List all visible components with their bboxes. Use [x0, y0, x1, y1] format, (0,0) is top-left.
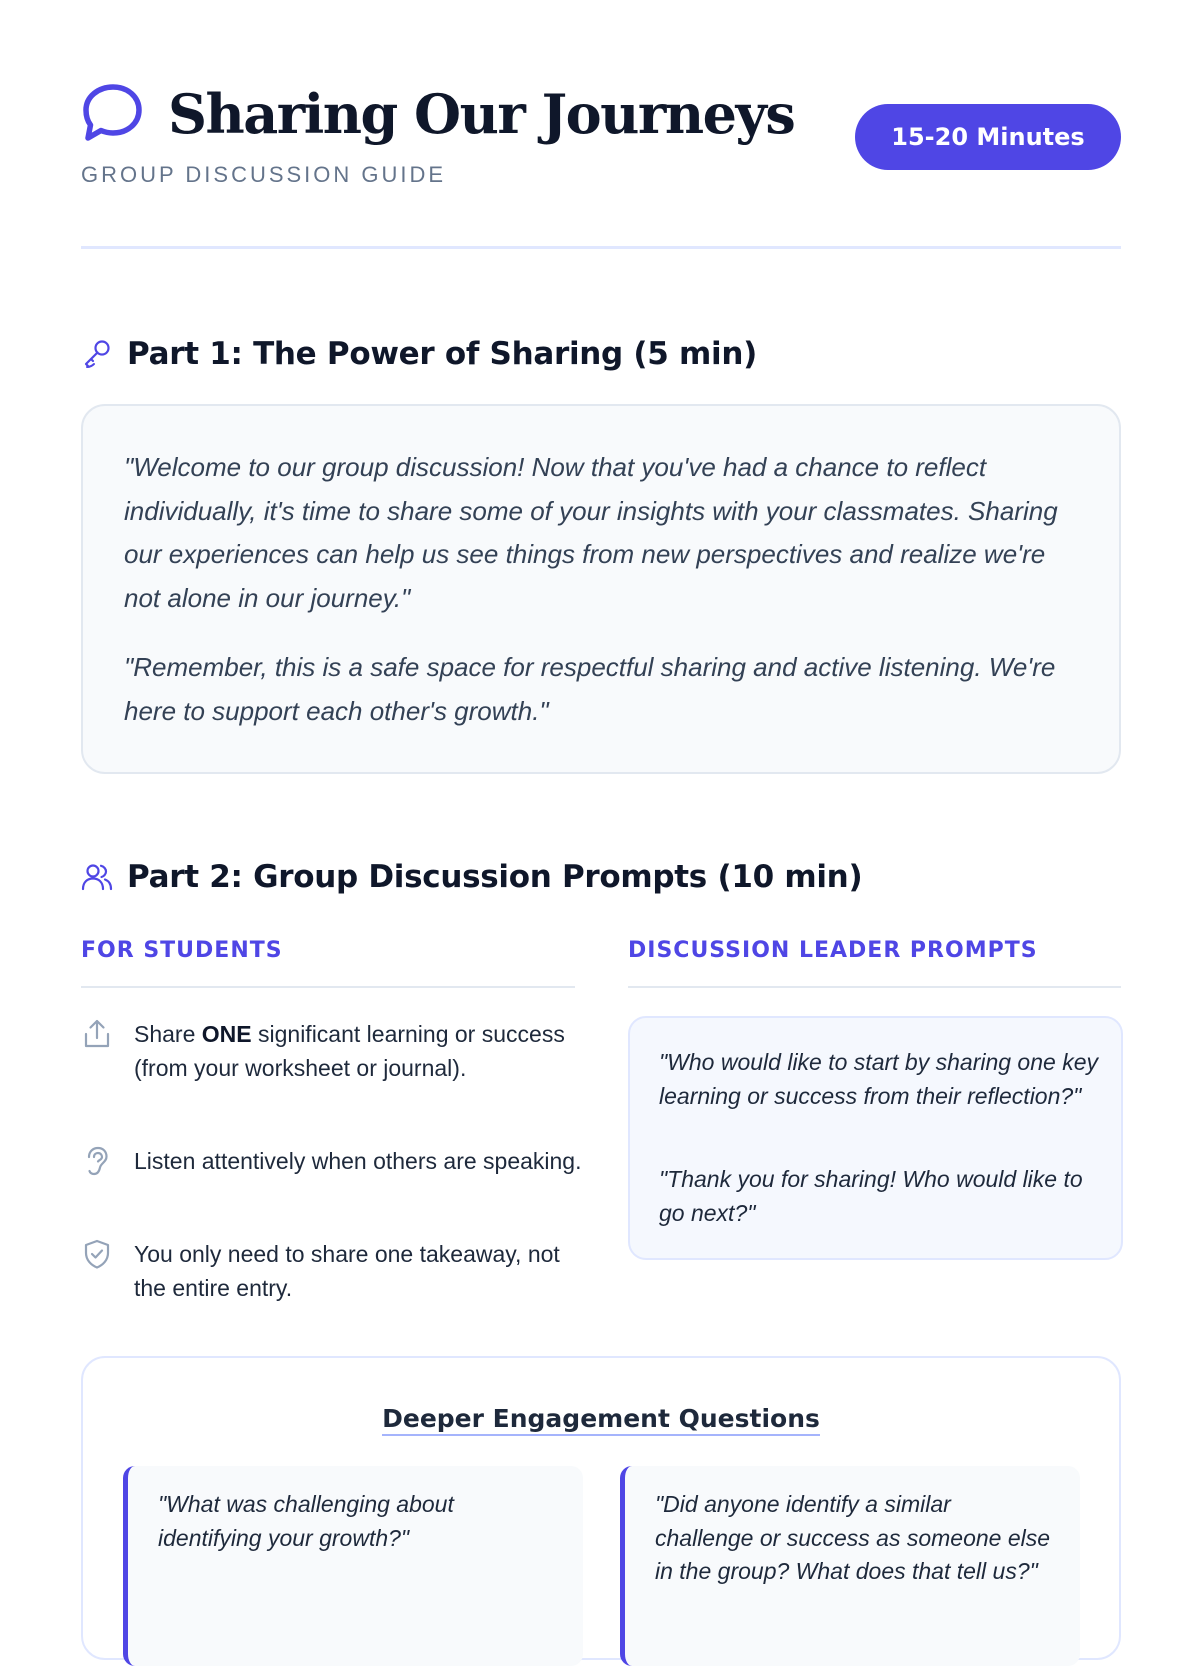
deeper-question-1: "What was challenging about identifying your growth?"	[158, 1491, 454, 1551]
page-title: Sharing Our Journeys	[168, 82, 795, 146]
leader-prompt-2: "Thank you for sharing! Who would like to go next?"	[659, 1166, 1083, 1226]
leader-column-heading: DISCUSSION LEADER PROMPTS	[628, 938, 1038, 963]
shield-check-icon	[81, 1238, 113, 1270]
part1-title: Part 1: The Power of Sharing (5 min)	[127, 336, 758, 372]
share-text-after: significant learning or success (from your worksheet or journal).	[134, 1021, 565, 1081]
ear-icon	[81, 1145, 113, 1177]
part1-heading	[81, 332, 1121, 376]
part1-quote-1: "Welcome to our group discussion! Now that you've had a chance to reflect individually, it's time to share some of your insights with your classmates. Sharing our experiences can help us see things from new perspectives and realize we're not alone in our journey."	[124, 452, 1058, 613]
page-subtitle: GROUP DISCUSSION GUIDE	[81, 162, 447, 187]
share-text-before: Share	[134, 1021, 202, 1047]
student-item-share-text	[134, 1018, 584, 1085]
deeper-engagement-title-text: Deeper Engagement Questions	[382, 1404, 820, 1436]
duration-badge: 15-20 Minutes	[855, 104, 1121, 170]
students-column-heading: FOR STUDENTS	[81, 938, 283, 963]
discussion-guide-page	[81, 0, 1121, 1600]
deeper-engagement-title	[81, 1402, 1121, 1436]
header-divider	[81, 246, 1121, 249]
student-item-listen-text: Listen attentively when others are speaking.	[134, 1148, 582, 1174]
share-text-emphasis: ONE	[201, 1021, 252, 1047]
deeper-question-card-2	[620, 1466, 1080, 1666]
part2-title: Part 2: Group Discussion Prompts (10 min)	[127, 859, 863, 895]
users-icon	[81, 861, 113, 893]
leader-prompt-1: "Who would like to start by sharing one key learning or success from their reflection?"	[659, 1049, 1098, 1109]
page-header	[81, 76, 1121, 196]
microphone-icon	[81, 338, 113, 370]
deeper-question-card-1	[123, 1466, 583, 1666]
leader-column-rule	[628, 986, 1121, 988]
chat-bubble-icon	[81, 81, 145, 145]
deeper-question-2: "Did anyone identify a similar challenge or success as someone else in the group? What does that tell us?"	[655, 1491, 1051, 1584]
part1-quote-box	[81, 404, 1121, 774]
share-icon	[81, 1018, 113, 1050]
part1-quote-2: "Remember, this is a safe space for respectful sharing and active listening. We're here to support each other's growth."	[124, 652, 1056, 726]
part2-heading	[81, 855, 1121, 899]
leader-prompts-box	[628, 1016, 1123, 1260]
student-item-takeaway-text: You only need to share one takeaway, not the entire entry.	[134, 1241, 560, 1301]
students-column-rule	[81, 986, 575, 988]
